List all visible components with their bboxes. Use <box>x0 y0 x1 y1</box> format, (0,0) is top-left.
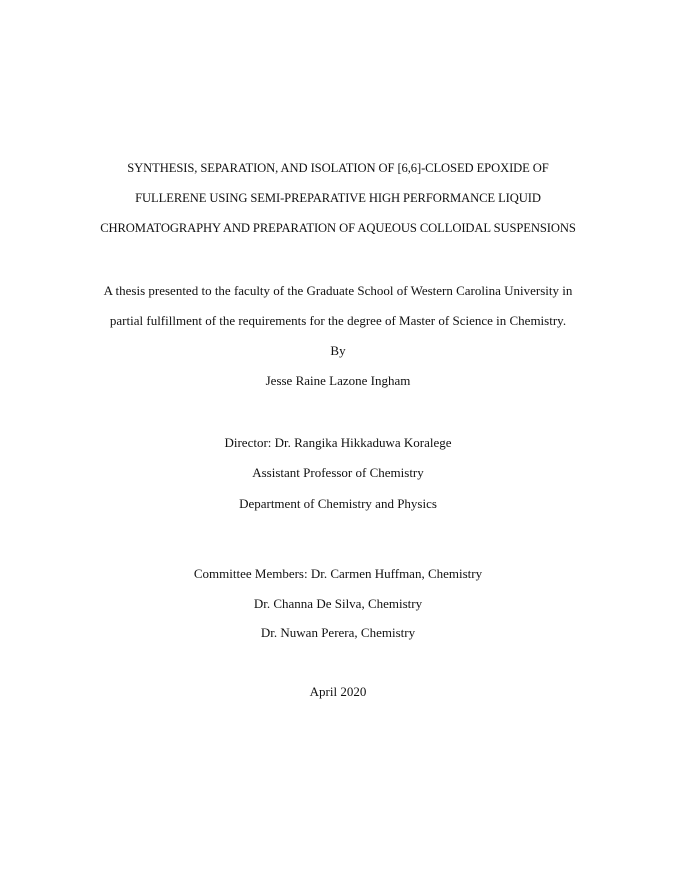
committee-line-2: Dr. Channa De Silva, Chemistry <box>253 596 423 611</box>
author-name: Jesse Raine Lazone Ingham <box>265 373 411 388</box>
thesis-statement-line-1: A thesis presented to the faculty of the Graduate School of Western Carolina University in <box>103 283 573 298</box>
submission-date: April 2020 <box>309 684 367 699</box>
thesis-title-line-2: FULLERENE USING SEMI-PREPARATIVE HIGH PERFORMANCE LIQUID <box>135 191 541 205</box>
director-line: Director: Dr. Rangika Hikkaduwa Koralege <box>224 435 452 450</box>
thesis-title-line-3: CHROMATOGRAPHY AND PREPARATION OF AQUEOUS COLLOIDAL SUSPENSIONS <box>100 221 576 235</box>
director-title: Assistant Professor of Chemistry <box>252 465 424 480</box>
thesis-title-line-1: SYNTHESIS, SEPARATION, AND ISOLATION OF [6,6]-CLOSED EPOXIDE OF <box>127 161 549 175</box>
thesis-statement-line-2: partial fulfillment of the requirements for the degree of Master of Science in Chemistry. <box>109 313 567 328</box>
director-department: Department of Chemistry and Physics <box>239 496 437 511</box>
committee-line-3: Dr. Nuwan Perera, Chemistry <box>260 625 416 640</box>
by-label: By <box>330 343 346 358</box>
committee-line-1: Committee Members: Dr. Carmen Huffman, Chemistry <box>193 566 483 581</box>
